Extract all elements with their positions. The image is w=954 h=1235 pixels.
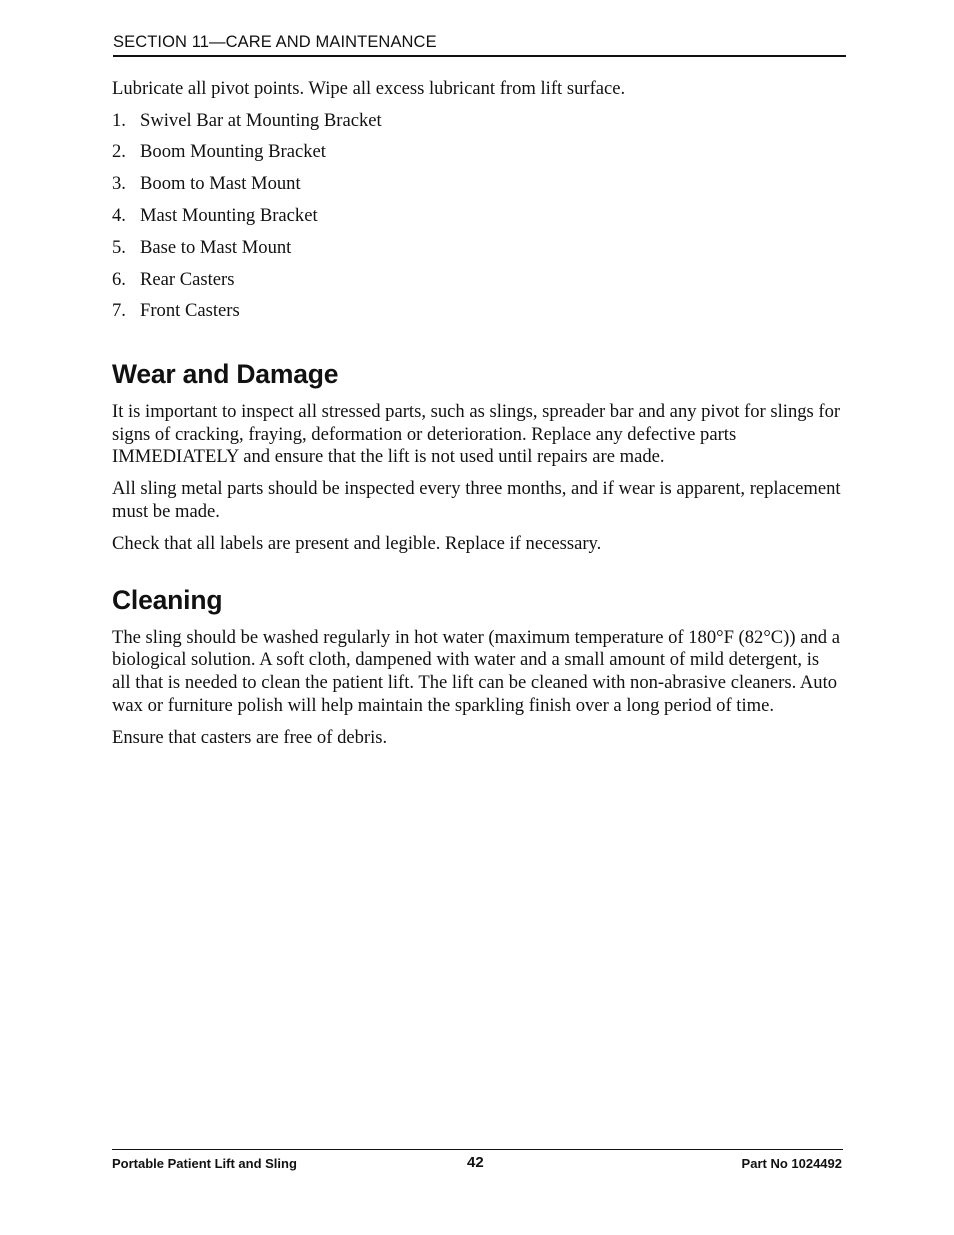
list-item-text: Swivel Bar at Mounting Bracket	[140, 109, 382, 131]
list-item-text: Front Casters	[140, 300, 240, 322]
lubrication-intro: Lubricate all pivot points. Wipe all excess lubricant from lift surface.	[112, 78, 626, 99]
list-item	[112, 173, 842, 205]
list-item-text: Rear Casters	[140, 268, 235, 290]
list-item-number: 4.	[112, 204, 126, 226]
list-item-text: Boom Mounting Bracket	[140, 141, 326, 163]
section-header: SECTION 11—CARE AND MAINTENANCE	[113, 32, 846, 57]
wear-paragraph: It is important to inspect all stressed parts, such as slings, spreader bar and any pivot for slings for signs of cracking, fraying, deformation or deterioration. Replace any defective parts IMMEDIATELY and ensure that the lift is not used until repairs are made.	[112, 401, 841, 468]
footer-document-title: Portable Patient Lift and Sling	[112, 1156, 297, 1171]
page-body	[112, 78, 842, 759]
list-item-number: 6.	[112, 268, 126, 290]
list-item-number: 1.	[112, 109, 126, 131]
list-item-number: 5.	[112, 236, 126, 258]
list-item-text: Mast Mounting Bracket	[140, 204, 318, 226]
list-item	[112, 237, 842, 269]
list-item-text: Base to Mast Mount	[140, 236, 292, 258]
list-item	[112, 205, 842, 237]
cleaning-heading: Cleaning	[112, 584, 223, 615]
list-item-text: Boom to Mast Mount	[140, 173, 301, 195]
wear-paragraph: All sling metal parts should be inspected every three months, and if wear is apparent, replacement must be made.	[112, 478, 841, 523]
footer-divider	[112, 1149, 843, 1150]
list-item	[112, 269, 842, 301]
page-number: 42	[467, 1154, 484, 1171]
lubrication-point-list	[112, 110, 842, 333]
wear-and-damage-heading: Wear and Damage	[112, 359, 339, 390]
cleaning-paragraph: The sling should be washed regularly in hot water (maximum temperature of 180°F (82°C)) and a biological solution. A soft cloth, dampened with water and a small amount of mild detergent, is all that is needed to clean the patient lift. The lift can be cleaned with non-abrasive cleaners. Auto wax or furniture polish will help maintain the sparkling finish over a long period of time.	[112, 626, 840, 716]
wear-paragraph: Check that all labels are present and legible. Replace if necessary.	[112, 533, 602, 555]
list-item-number: 3.	[112, 173, 126, 195]
list-item-number: 7.	[112, 300, 126, 322]
list-item	[112, 300, 842, 332]
list-item	[112, 141, 842, 173]
cleaning-paragraph: Ensure that casters are free of debris.	[112, 726, 388, 748]
list-item	[112, 110, 842, 142]
footer-part-number: Part No 1024492	[741, 1156, 842, 1171]
list-item-number: 2.	[112, 141, 126, 163]
